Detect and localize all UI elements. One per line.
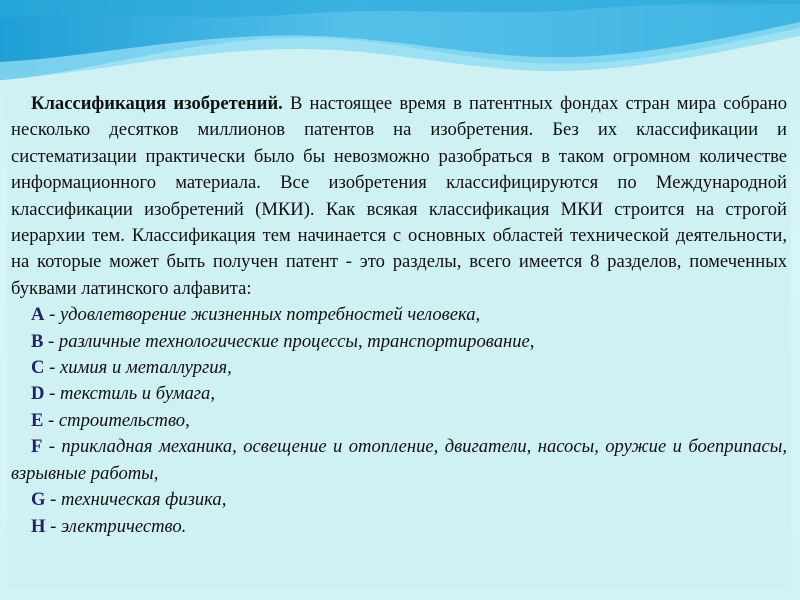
sections-list [11,302,787,540]
section-description: удовлетворение жизненных потребностей человека, [59,304,481,326]
section-letter: A [31,304,45,326]
section-letter: C [31,357,45,379]
section-letter: G [31,489,46,511]
list-item: C - химия и металлургия, [31,357,232,379]
section-letter: D [31,383,45,405]
list-item: H - электричество. [31,515,187,537]
section-letter: E [31,409,44,431]
list-item: D - текстиль и бумага, [31,383,216,405]
section-letter: B [31,330,44,352]
list-item: E - строительство, [31,409,190,431]
wave-header-decoration [0,0,800,95]
list-item: B - различные технологические процессы, транспортирование, [31,330,535,352]
section-description: прикладная механика, освещение и отопление, двигатели, насосы, оружие и боеприпасы, взрывные работы, [11,436,787,484]
intro-body: В настоящее время в патентных фондах стран мира собрано несколько десятков миллионов патентов на изобретения. Без их классификации и систематизации практически было бы невозможно разобраться в таком огромном количестве информационного материала. Все изобретения классифицируются по Международной классификации изобретений (МКИ). Как всякая классификация МКИ строится на строгой иерархии тем. Классификация тем начинается с основных областей технической деятельности, на которые может быть получен патент - это разделы, всего имеется 8 разделов, помеченных буквами латинского алфавита: [11,93,788,299]
content-panel [7,88,791,590]
section-description: различные технологические процессы, транспортирование, [58,330,535,352]
list-item: G - техническая физика, [31,489,227,511]
section-description: техническая физика, [60,489,227,511]
list-item: A - удовлетворение жизненных потребностей человека, [31,304,481,326]
section-letter: F [31,436,43,458]
intro-lead: Классификация изобретений. [31,93,283,114]
section-description: строительство, [58,409,190,431]
section-description: электричество. [60,515,187,537]
section-letter: H [31,515,46,537]
section-description: химия и металлургия, [59,357,232,379]
intro-paragraph [11,91,787,302]
section-description: текстиль и бумага, [59,383,216,405]
list-item: F - прикладная механика, освещение и отопление, двигатели, насосы, оружие и боеприпасы, взрывные работы, [11,436,787,484]
